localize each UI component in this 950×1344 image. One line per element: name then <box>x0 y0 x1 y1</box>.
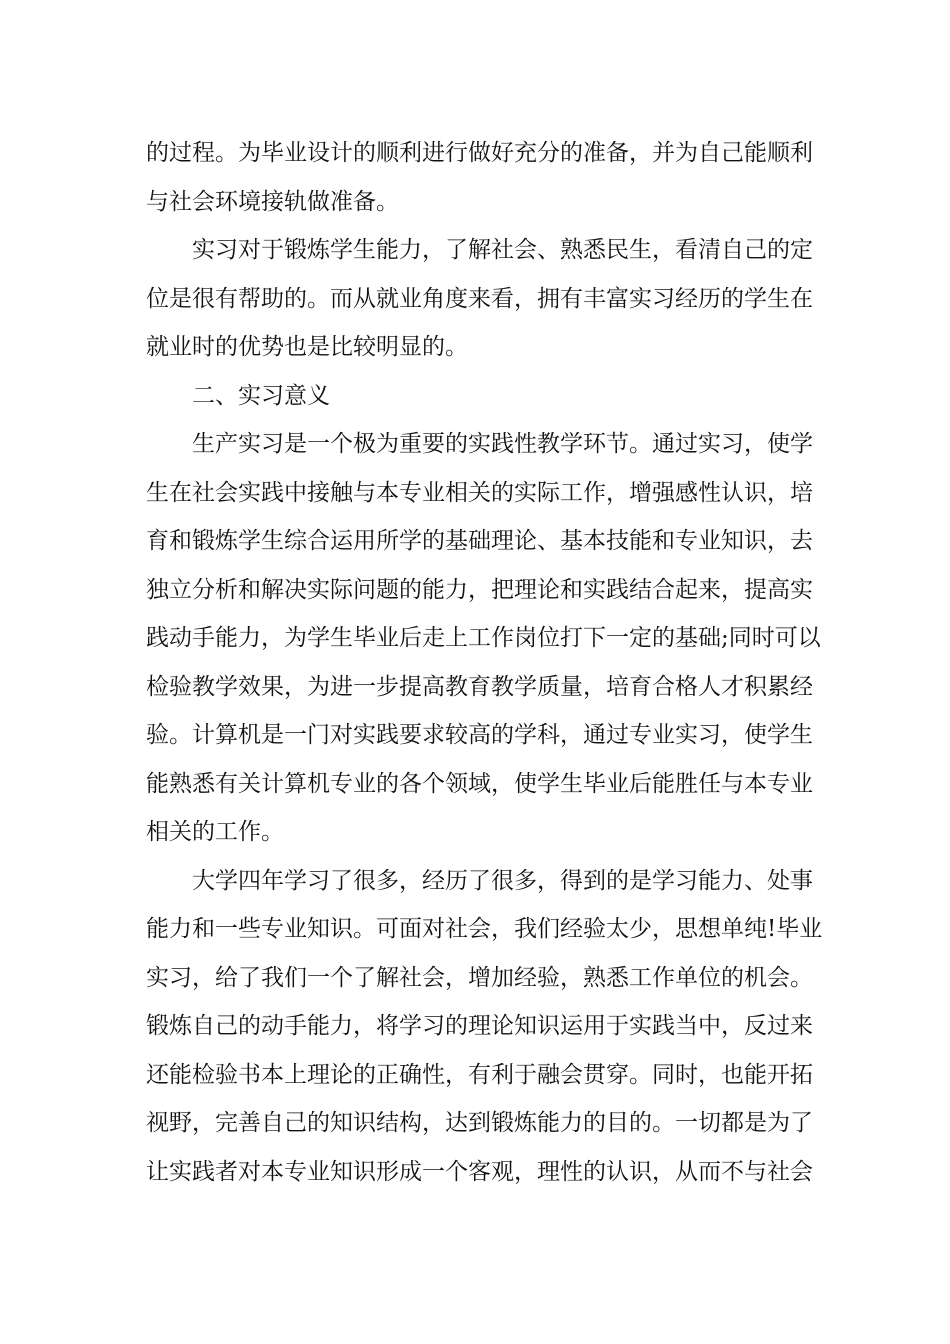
text-line: 独立分析和解决实际问题的能力，把理论和实践结合起来，提高实 <box>146 576 813 603</box>
text-line: 与社会环境接轨做准备。 <box>146 188 399 215</box>
text-line: 视野，完善自己的知识结构，达到锻炼能力的目的。一切都是为了 <box>146 1110 813 1136</box>
paragraph-first-line: 生产实习是一个极为重要的实践性教学环节。通过实习，使学 <box>192 431 813 457</box>
paragraph-first-line: 实习对于锻炼学生能力，了解社会、熟悉民生，看清自己的定 <box>192 237 813 263</box>
text-line: 让实践者对本专业知识形成一个客观，理性的认识，从而不与社会 <box>146 1158 813 1185</box>
document-body <box>146 129 823 1196</box>
text-line: 能熟悉有关计算机专业的各个领域，使学生毕业后能胜任与本专业 <box>146 770 813 797</box>
text-line: 验。计算机是一门对实践要求较高的学科，通过专业实习，使学生 <box>146 722 813 748</box>
text-line: 就业时的优势也是比较明显的。 <box>146 334 468 360</box>
text-line: 相关的工作。 <box>146 819 284 845</box>
text-line: 检验教学效果，为进一步提高教育教学质量，培育合格人才积累经 <box>146 673 813 700</box>
text-line: 位是很有帮助的。而从就业角度来看，拥有丰富实习经历的学生在 <box>146 285 813 312</box>
section-heading: 二、实习意义 <box>192 382 330 409</box>
text-line: 践动手能力，为学生毕业后走上工作岗位打下一定的基础;同时可以 <box>146 625 821 651</box>
text-line: 实习，给了我们一个了解社会，增加经验，熟悉工作单位的机会。 <box>146 964 813 991</box>
text-line: 能力和一些专业知识。可面对社会，我们经验太少，思想单纯!毕业 <box>146 916 823 942</box>
text-line: 的过程。为毕业设计的顺利进行做好充分的准备，并为自己能顺利 <box>146 140 813 166</box>
text-line: 育和锻炼学生综合运用所学的基础理论、基本技能和专业知识，去 <box>146 528 813 554</box>
text-line: 锻炼自己的动手能力，将学习的理论知识运用于实践当中，反过来 <box>146 1013 813 1039</box>
text-line: 还能检验书本上理论的正确性，有利于融会贯穿。同时，也能开拓 <box>146 1061 813 1088</box>
paragraph-first-line: 大学四年学习了很多，经历了很多，得到的是学习能力、处事 <box>192 867 813 894</box>
text-line: 生在社会实践中接触与本专业相关的实际工作，增强感性认识，培 <box>146 479 813 506</box>
